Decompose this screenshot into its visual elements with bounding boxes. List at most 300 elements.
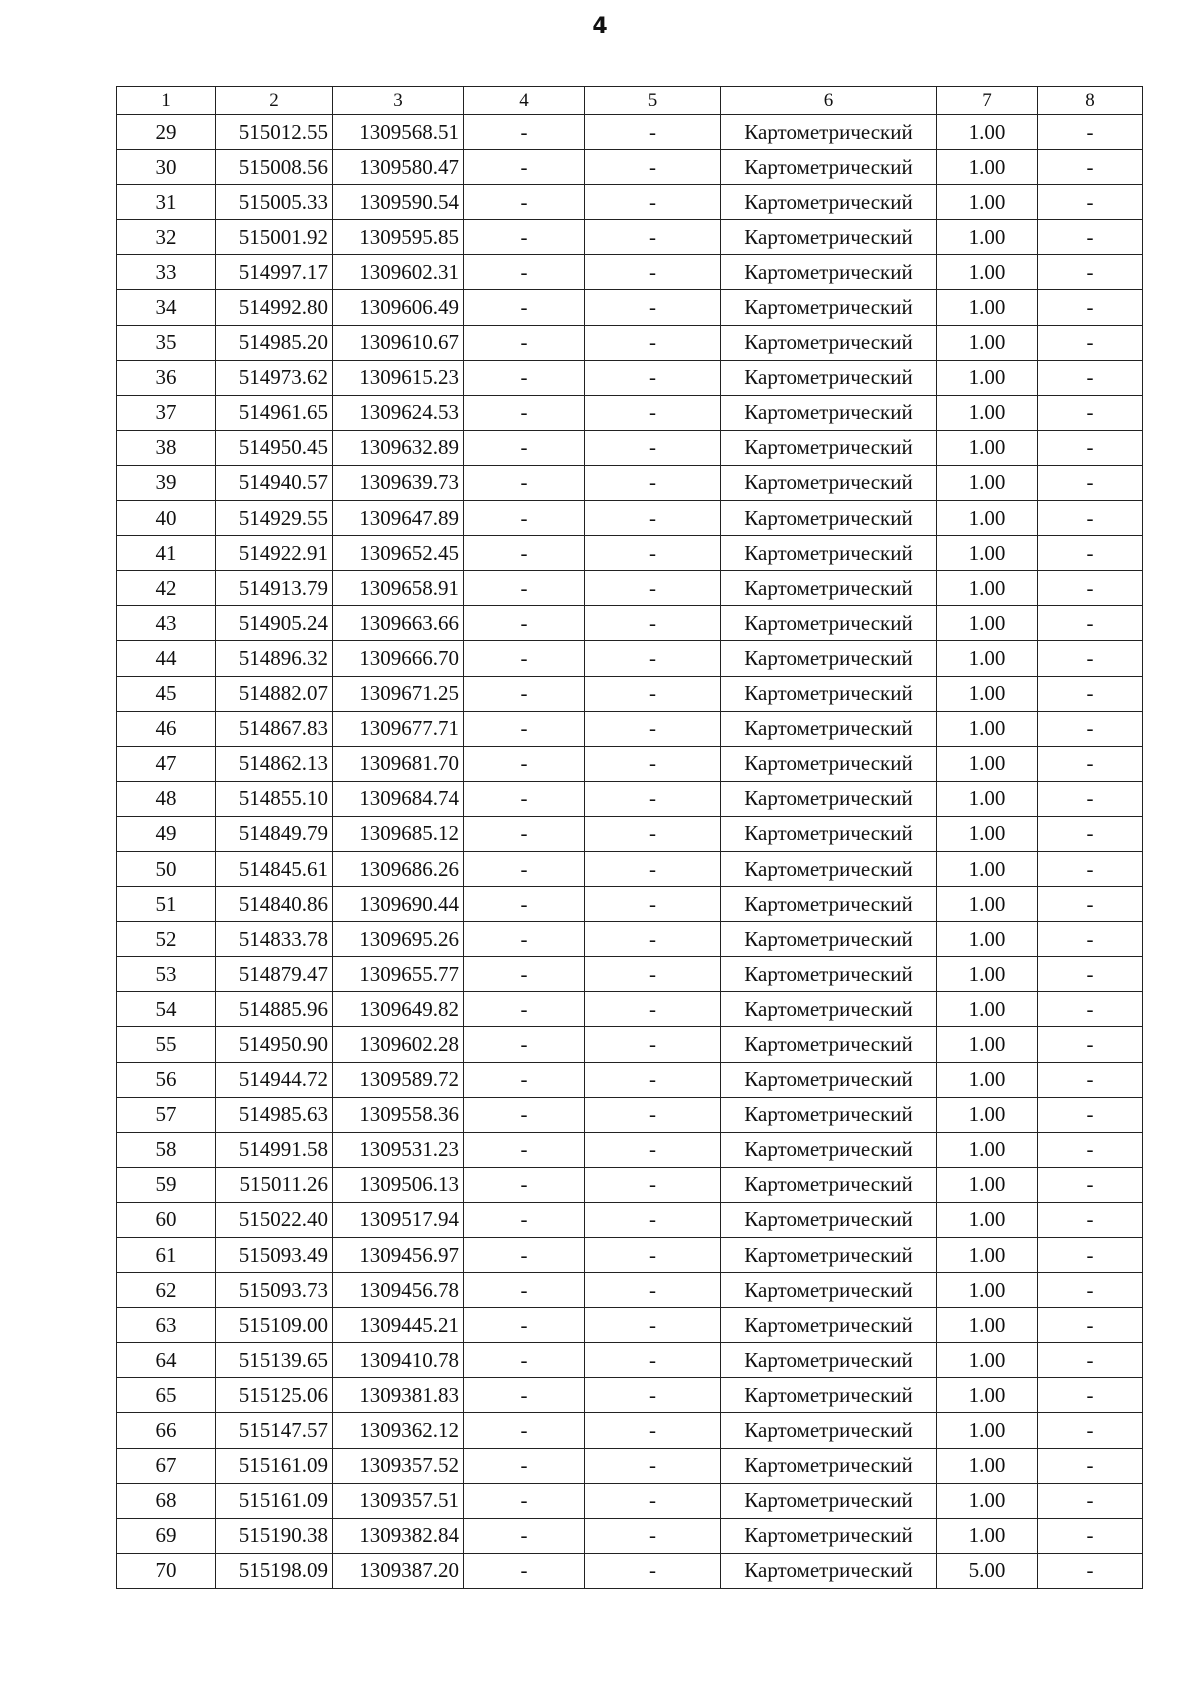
col-4-cell: - xyxy=(464,465,585,500)
col-8-cell: - xyxy=(1038,851,1143,886)
coord-x-cell: 514991.58 xyxy=(216,1132,333,1167)
accuracy-cell: 1.00 xyxy=(937,185,1038,220)
col-5-cell: - xyxy=(585,1308,721,1343)
point-number-cell: 43 xyxy=(117,606,216,641)
col-4-cell: - xyxy=(464,851,585,886)
accuracy-cell: 5.00 xyxy=(937,1553,1038,1588)
col-4-cell: - xyxy=(464,957,585,992)
point-number-cell: 48 xyxy=(117,781,216,816)
col-5-cell: - xyxy=(585,501,721,536)
col-4-cell: - xyxy=(464,1167,585,1202)
table-row xyxy=(117,641,1143,676)
col-8-cell: - xyxy=(1038,1202,1143,1237)
point-number-cell: 33 xyxy=(117,255,216,290)
point-number-cell: 29 xyxy=(117,115,216,150)
col-8-cell: - xyxy=(1038,1343,1143,1378)
table-row xyxy=(117,781,1143,816)
coord-x-cell: 514845.61 xyxy=(216,851,333,886)
col-8-cell: - xyxy=(1038,536,1143,571)
table-row xyxy=(117,1202,1143,1237)
point-number-cell: 53 xyxy=(117,957,216,992)
accuracy-cell: 1.00 xyxy=(937,571,1038,606)
method-cell: Картометрический xyxy=(721,501,937,536)
coord-x-cell: 514929.55 xyxy=(216,501,333,536)
col-8-cell: - xyxy=(1038,922,1143,957)
col-4-cell: - xyxy=(464,395,585,430)
col-5-cell: - xyxy=(585,395,721,430)
table-row xyxy=(117,992,1143,1027)
table-row xyxy=(117,150,1143,185)
col-5-cell: - xyxy=(585,922,721,957)
table-row xyxy=(117,1308,1143,1343)
col-8-cell: - xyxy=(1038,1518,1143,1553)
point-number-cell: 59 xyxy=(117,1167,216,1202)
col-5-cell: - xyxy=(585,781,721,816)
method-cell: Картометрический xyxy=(721,150,937,185)
col-4-cell: - xyxy=(464,1378,585,1413)
point-number-cell: 49 xyxy=(117,816,216,851)
point-number-cell: 55 xyxy=(117,1027,216,1062)
coord-y-cell: 1309595.85 xyxy=(333,220,464,255)
method-cell: Картометрический xyxy=(721,1062,937,1097)
accuracy-cell: 1.00 xyxy=(937,606,1038,641)
coord-x-cell: 515147.57 xyxy=(216,1413,333,1448)
coord-y-cell: 1309602.31 xyxy=(333,255,464,290)
col-8-cell: - xyxy=(1038,711,1143,746)
col-8-cell: - xyxy=(1038,1167,1143,1202)
table-row xyxy=(117,816,1143,851)
col-8-cell: - xyxy=(1038,992,1143,1027)
point-number-cell: 56 xyxy=(117,1062,216,1097)
col-8-cell: - xyxy=(1038,395,1143,430)
method-cell: Картометрический xyxy=(721,957,937,992)
point-number-cell: 42 xyxy=(117,571,216,606)
coord-y-cell: 1309357.51 xyxy=(333,1483,464,1518)
col-8-cell: - xyxy=(1038,746,1143,781)
col-4-cell: - xyxy=(464,606,585,641)
point-number-cell: 47 xyxy=(117,746,216,781)
accuracy-cell: 1.00 xyxy=(937,746,1038,781)
col-4-cell: - xyxy=(464,922,585,957)
col-8-cell: - xyxy=(1038,887,1143,922)
point-number-cell: 51 xyxy=(117,887,216,922)
coord-x-cell: 514950.45 xyxy=(216,430,333,465)
table-row xyxy=(117,1062,1143,1097)
point-number-cell: 57 xyxy=(117,1097,216,1132)
col-8-cell: - xyxy=(1038,1273,1143,1308)
coord-y-cell: 1309624.53 xyxy=(333,395,464,430)
point-number-cell: 30 xyxy=(117,150,216,185)
col-8-cell: - xyxy=(1038,1308,1143,1343)
method-cell: Картометрический xyxy=(721,641,937,676)
coord-x-cell: 514862.13 xyxy=(216,746,333,781)
point-number-cell: 46 xyxy=(117,711,216,746)
col-5-cell: - xyxy=(585,1167,721,1202)
coord-x-cell: 514849.79 xyxy=(216,816,333,851)
coord-x-cell: 514944.72 xyxy=(216,1062,333,1097)
coord-x-cell: 514922.91 xyxy=(216,536,333,571)
method-cell: Картометрический xyxy=(721,922,937,957)
method-cell: Картометрический xyxy=(721,255,937,290)
table-row xyxy=(117,220,1143,255)
col-4-cell: - xyxy=(464,325,585,360)
col-5-cell: - xyxy=(585,887,721,922)
table-row xyxy=(117,1273,1143,1308)
coord-y-cell: 1309606.49 xyxy=(333,290,464,325)
col-4-cell: - xyxy=(464,746,585,781)
col-5-cell: - xyxy=(585,1097,721,1132)
coord-x-cell: 515139.65 xyxy=(216,1343,333,1378)
method-cell: Картометрический xyxy=(721,290,937,325)
coord-y-cell: 1309677.71 xyxy=(333,711,464,746)
col-4-cell: - xyxy=(464,1238,585,1273)
method-cell: Картометрический xyxy=(721,1238,937,1273)
method-cell: Картометрический xyxy=(721,1413,937,1448)
col-8-cell: - xyxy=(1038,676,1143,711)
coord-y-cell: 1309456.78 xyxy=(333,1273,464,1308)
method-cell: Картометрический xyxy=(721,1483,937,1518)
col-5-cell: - xyxy=(585,571,721,606)
coord-y-cell: 1309410.78 xyxy=(333,1343,464,1378)
accuracy-cell: 1.00 xyxy=(937,676,1038,711)
accuracy-cell: 1.00 xyxy=(937,360,1038,395)
col-5-cell: - xyxy=(585,1483,721,1518)
col-4-cell: - xyxy=(464,220,585,255)
col-8-cell: - xyxy=(1038,1238,1143,1273)
col-4-cell: - xyxy=(464,1343,585,1378)
coord-y-cell: 1309445.21 xyxy=(333,1308,464,1343)
table-row xyxy=(117,1238,1143,1273)
col-4-cell: - xyxy=(464,1132,585,1167)
coord-x-cell: 514855.10 xyxy=(216,781,333,816)
coord-x-cell: 514882.07 xyxy=(216,676,333,711)
accuracy-cell: 1.00 xyxy=(937,150,1038,185)
point-number-cell: 63 xyxy=(117,1308,216,1343)
coord-x-cell: 514950.90 xyxy=(216,1027,333,1062)
col-5-cell: - xyxy=(585,1518,721,1553)
col-4-cell: - xyxy=(464,1553,585,1588)
coord-x-cell: 515005.33 xyxy=(216,185,333,220)
method-cell: Картометрический xyxy=(721,1308,937,1343)
table-row xyxy=(117,395,1143,430)
coord-x-cell: 514940.57 xyxy=(216,465,333,500)
col-5-cell: - xyxy=(585,851,721,886)
point-number-cell: 68 xyxy=(117,1483,216,1518)
point-number-cell: 44 xyxy=(117,641,216,676)
col-4-cell: - xyxy=(464,501,585,536)
col-5-cell: - xyxy=(585,185,721,220)
col-5-cell: - xyxy=(585,1343,721,1378)
accuracy-cell: 1.00 xyxy=(937,1238,1038,1273)
method-cell: Картометрический xyxy=(721,992,937,1027)
method-cell: Картометрический xyxy=(721,395,937,430)
col-8-cell: - xyxy=(1038,571,1143,606)
method-cell: Картометрический xyxy=(721,1553,937,1588)
col-8-cell: - xyxy=(1038,816,1143,851)
coordinates-table xyxy=(116,86,1143,1589)
table-row xyxy=(117,1448,1143,1483)
col-8-cell: - xyxy=(1038,1483,1143,1518)
col-8-cell: - xyxy=(1038,501,1143,536)
col-8-cell: - xyxy=(1038,220,1143,255)
table-row xyxy=(117,887,1143,922)
col-4-cell: - xyxy=(464,1448,585,1483)
coord-x-cell: 514997.17 xyxy=(216,255,333,290)
col-8-cell: - xyxy=(1038,1132,1143,1167)
col-8-cell: - xyxy=(1038,641,1143,676)
coord-y-cell: 1309362.12 xyxy=(333,1413,464,1448)
accuracy-cell: 1.00 xyxy=(937,1273,1038,1308)
accuracy-cell: 1.00 xyxy=(937,115,1038,150)
table-row xyxy=(117,1343,1143,1378)
accuracy-cell: 1.00 xyxy=(937,922,1038,957)
point-number-cell: 58 xyxy=(117,1132,216,1167)
accuracy-cell: 1.00 xyxy=(937,1132,1038,1167)
accuracy-cell: 1.00 xyxy=(937,1097,1038,1132)
method-cell: Картометрический xyxy=(721,115,937,150)
col-8-cell: - xyxy=(1038,1097,1143,1132)
table-row xyxy=(117,360,1143,395)
coord-y-cell: 1309647.89 xyxy=(333,501,464,536)
coord-y-cell: 1309649.82 xyxy=(333,992,464,1027)
point-number-cell: 64 xyxy=(117,1343,216,1378)
accuracy-cell: 1.00 xyxy=(937,1167,1038,1202)
col-8-cell: - xyxy=(1038,1553,1143,1588)
coord-x-cell: 515093.49 xyxy=(216,1238,333,1273)
coord-x-cell: 515161.09 xyxy=(216,1483,333,1518)
point-number-cell: 50 xyxy=(117,851,216,886)
table-row xyxy=(117,957,1143,992)
col-8-cell: - xyxy=(1038,290,1143,325)
method-cell: Картометрический xyxy=(721,746,937,781)
col-8-cell: - xyxy=(1038,360,1143,395)
col-5-cell: - xyxy=(585,1202,721,1237)
method-cell: Картометрический xyxy=(721,1202,937,1237)
coord-x-cell: 515008.56 xyxy=(216,150,333,185)
coord-x-cell: 515001.92 xyxy=(216,220,333,255)
coord-x-cell: 514867.83 xyxy=(216,711,333,746)
coord-x-cell: 515012.55 xyxy=(216,115,333,150)
col-8-cell: - xyxy=(1038,957,1143,992)
method-cell: Картометрический xyxy=(721,430,937,465)
col-5-cell: - xyxy=(585,255,721,290)
table-row xyxy=(117,536,1143,571)
page-number: 4 xyxy=(592,14,608,39)
point-number-cell: 31 xyxy=(117,185,216,220)
accuracy-cell: 1.00 xyxy=(937,536,1038,571)
coord-x-cell: 515109.00 xyxy=(216,1308,333,1343)
coord-y-cell: 1309663.66 xyxy=(333,606,464,641)
col-5-cell: - xyxy=(585,430,721,465)
coord-x-cell: 515011.26 xyxy=(216,1167,333,1202)
point-number-cell: 61 xyxy=(117,1238,216,1273)
accuracy-cell: 1.00 xyxy=(937,290,1038,325)
point-number-cell: 62 xyxy=(117,1273,216,1308)
col-4-cell: - xyxy=(464,676,585,711)
point-number-cell: 69 xyxy=(117,1518,216,1553)
coord-y-cell: 1309506.13 xyxy=(333,1167,464,1202)
table-row xyxy=(117,465,1143,500)
method-cell: Картометрический xyxy=(721,887,937,922)
col-5-cell: - xyxy=(585,1273,721,1308)
accuracy-cell: 1.00 xyxy=(937,220,1038,255)
method-cell: Картометрический xyxy=(721,465,937,500)
col-4-cell: - xyxy=(464,115,585,150)
coord-x-cell: 514973.62 xyxy=(216,360,333,395)
coord-x-cell: 515190.38 xyxy=(216,1518,333,1553)
coord-x-cell: 514840.86 xyxy=(216,887,333,922)
table-row xyxy=(117,606,1143,641)
method-cell: Картометрический xyxy=(721,851,937,886)
table-row xyxy=(117,115,1143,150)
point-number-cell: 70 xyxy=(117,1553,216,1588)
col-5-cell: - xyxy=(585,1132,721,1167)
method-cell: Картометрический xyxy=(721,676,937,711)
table-row xyxy=(117,571,1143,606)
col-5-cell: - xyxy=(585,1062,721,1097)
coord-y-cell: 1309610.67 xyxy=(333,325,464,360)
coord-y-cell: 1309639.73 xyxy=(333,465,464,500)
accuracy-cell: 1.00 xyxy=(937,1062,1038,1097)
col-4-cell: - xyxy=(464,992,585,1027)
coord-x-cell: 514992.80 xyxy=(216,290,333,325)
accuracy-cell: 1.00 xyxy=(937,395,1038,430)
col-5-cell: - xyxy=(585,992,721,1027)
accuracy-cell: 1.00 xyxy=(937,1483,1038,1518)
coord-x-cell: 514985.20 xyxy=(216,325,333,360)
coord-y-cell: 1309382.84 xyxy=(333,1518,464,1553)
coord-y-cell: 1309381.83 xyxy=(333,1378,464,1413)
method-cell: Картометрический xyxy=(721,325,937,360)
col-4-cell: - xyxy=(464,641,585,676)
table-row xyxy=(117,430,1143,465)
col-4-cell: - xyxy=(464,430,585,465)
col-8-cell: - xyxy=(1038,606,1143,641)
column-header: 4 xyxy=(464,87,585,115)
point-number-cell: 38 xyxy=(117,430,216,465)
accuracy-cell: 1.00 xyxy=(937,641,1038,676)
column-header: 8 xyxy=(1038,87,1143,115)
column-header: 5 xyxy=(585,87,721,115)
coord-x-cell: 515125.06 xyxy=(216,1378,333,1413)
col-4-cell: - xyxy=(464,571,585,606)
col-8-cell: - xyxy=(1038,1062,1143,1097)
accuracy-cell: 1.00 xyxy=(937,1027,1038,1062)
col-5-cell: - xyxy=(585,1238,721,1273)
col-8-cell: - xyxy=(1038,150,1143,185)
coord-y-cell: 1309681.70 xyxy=(333,746,464,781)
coord-y-cell: 1309685.12 xyxy=(333,816,464,851)
accuracy-cell: 1.00 xyxy=(937,711,1038,746)
col-4-cell: - xyxy=(464,1202,585,1237)
accuracy-cell: 1.00 xyxy=(937,325,1038,360)
coord-x-cell: 514905.24 xyxy=(216,606,333,641)
col-8-cell: - xyxy=(1038,1448,1143,1483)
coord-y-cell: 1309686.26 xyxy=(333,851,464,886)
coord-y-cell: 1309387.20 xyxy=(333,1553,464,1588)
table-row xyxy=(117,325,1143,360)
col-5-cell: - xyxy=(585,641,721,676)
coord-y-cell: 1309456.97 xyxy=(333,1238,464,1273)
coord-y-cell: 1309517.94 xyxy=(333,1202,464,1237)
col-5-cell: - xyxy=(585,115,721,150)
table-row xyxy=(117,1378,1143,1413)
accuracy-cell: 1.00 xyxy=(937,1518,1038,1553)
method-cell: Картометрический xyxy=(721,571,937,606)
col-4-cell: - xyxy=(464,1483,585,1518)
table-row xyxy=(117,851,1143,886)
method-cell: Картометрический xyxy=(721,536,937,571)
col-5-cell: - xyxy=(585,220,721,255)
coord-x-cell: 514985.63 xyxy=(216,1097,333,1132)
table-row xyxy=(117,185,1143,220)
accuracy-cell: 1.00 xyxy=(937,992,1038,1027)
point-number-cell: 45 xyxy=(117,676,216,711)
col-4-cell: - xyxy=(464,255,585,290)
col-4-cell: - xyxy=(464,711,585,746)
col-8-cell: - xyxy=(1038,115,1143,150)
col-4-cell: - xyxy=(464,360,585,395)
col-4-cell: - xyxy=(464,816,585,851)
point-number-cell: 52 xyxy=(117,922,216,957)
coord-x-cell: 515093.73 xyxy=(216,1273,333,1308)
col-5-cell: - xyxy=(585,1413,721,1448)
coord-y-cell: 1309652.45 xyxy=(333,536,464,571)
col-5-cell: - xyxy=(585,816,721,851)
coord-y-cell: 1309602.28 xyxy=(333,1027,464,1062)
col-8-cell: - xyxy=(1038,325,1143,360)
method-cell: Картометрический xyxy=(721,1273,937,1308)
method-cell: Картометрический xyxy=(721,220,937,255)
col-5-cell: - xyxy=(585,606,721,641)
point-number-cell: 41 xyxy=(117,536,216,571)
accuracy-cell: 1.00 xyxy=(937,1202,1038,1237)
coord-x-cell: 515022.40 xyxy=(216,1202,333,1237)
accuracy-cell: 1.00 xyxy=(937,781,1038,816)
method-cell: Картометрический xyxy=(721,1097,937,1132)
table-row xyxy=(117,1027,1143,1062)
method-cell: Картометрический xyxy=(721,711,937,746)
col-8-cell: - xyxy=(1038,1413,1143,1448)
method-cell: Картометрический xyxy=(721,1167,937,1202)
table-row xyxy=(117,1483,1143,1518)
coord-y-cell: 1309666.70 xyxy=(333,641,464,676)
coord-x-cell: 514961.65 xyxy=(216,395,333,430)
col-4-cell: - xyxy=(464,290,585,325)
point-number-cell: 35 xyxy=(117,325,216,360)
coord-y-cell: 1309655.77 xyxy=(333,957,464,992)
coord-y-cell: 1309589.72 xyxy=(333,1062,464,1097)
column-header: 7 xyxy=(937,87,1038,115)
table-row xyxy=(117,1518,1143,1553)
table-row xyxy=(117,1097,1143,1132)
method-cell: Картометрический xyxy=(721,1378,937,1413)
col-5-cell: - xyxy=(585,676,721,711)
table-row xyxy=(117,1167,1143,1202)
header-row xyxy=(117,87,1143,115)
point-number-cell: 39 xyxy=(117,465,216,500)
coord-y-cell: 1309658.91 xyxy=(333,571,464,606)
col-8-cell: - xyxy=(1038,430,1143,465)
col-8-cell: - xyxy=(1038,465,1143,500)
col-4-cell: - xyxy=(464,1518,585,1553)
table-row xyxy=(117,922,1143,957)
coord-y-cell: 1309695.26 xyxy=(333,922,464,957)
method-cell: Картометрический xyxy=(721,360,937,395)
col-4-cell: - xyxy=(464,150,585,185)
coord-y-cell: 1309590.54 xyxy=(333,185,464,220)
method-cell: Картометрический xyxy=(721,185,937,220)
